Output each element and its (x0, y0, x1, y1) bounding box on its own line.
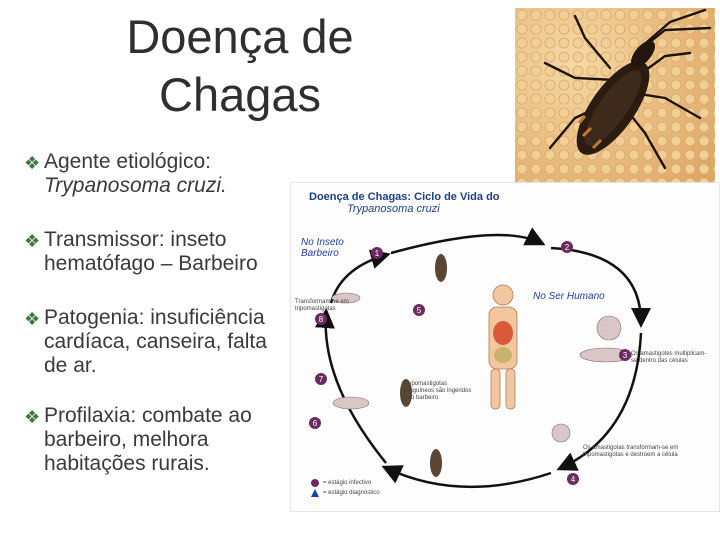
step-5: 5 (416, 306, 422, 315)
bullet-text (44, 150, 314, 198)
step-6: 6 (312, 419, 318, 428)
bullet-line: habitações rurais. (44, 452, 210, 475)
cycle-arrow (551, 248, 641, 323)
bullet-line: hematófago – Barbeiro (44, 252, 258, 275)
step-4: 4 (570, 475, 576, 484)
bullet-line: cardíaca, canseira, falta (44, 330, 267, 353)
bullet-text (44, 228, 314, 276)
insect-host-label: No Inseto Barbeiro (301, 237, 344, 259)
step-2: 2 (564, 243, 570, 252)
bullet-line: Agente etiológico: (44, 150, 211, 173)
cell-sketches (332, 293, 632, 442)
legend-diagnostic-icon (311, 489, 319, 497)
step-7: 7 (318, 375, 324, 384)
step-8: 8 (318, 315, 324, 324)
title-line-2: Chagas (159, 68, 321, 121)
bug-sketches (400, 254, 447, 477)
cycle-arrow (326, 313, 386, 463)
bullet-line: Patogenia: insuficiência (44, 306, 265, 329)
diagram-title: Doença de Chagas: Ciclo de Vida do (309, 191, 500, 203)
bullet-text (44, 306, 314, 378)
bullet-line: de ar. (44, 354, 97, 377)
step-1: 1 (374, 249, 380, 258)
legend-infective: = estágio infectivo (323, 480, 372, 486)
bullet-line: barbeiro, melhora (44, 428, 209, 451)
cycle-arrow (391, 235, 541, 253)
bullet-line: Profilaxia: combate ao (44, 404, 252, 427)
legend-infective-icon (311, 479, 319, 487)
insect-illustration (515, 8, 715, 186)
diamond-bullet-icon: ❖ (24, 309, 41, 329)
left-caption: Transformam-se em tripomastigotas (295, 299, 349, 312)
diamond-bullet-icon: ❖ (24, 407, 41, 427)
diamond-bullet-icon: ❖ (24, 153, 41, 173)
center-caption: Trypomastigotas sanguíneos são ingeridos pelo barbeiro (403, 381, 472, 401)
legend-diagnostic: = estágio diagnóstico (323, 490, 380, 496)
human-figure (489, 285, 517, 409)
cycle-graphic (291, 183, 719, 511)
barbeiro-photo (515, 8, 715, 186)
bullet-line: Transmissor: inseto (44, 228, 227, 251)
diamond-bullet-icon: ❖ (24, 231, 41, 251)
title-line-1: Doença de (126, 10, 354, 63)
diagram-subtitle: Trypanosoma cruzi (347, 203, 440, 215)
human-host-label: No Ser Humano (533, 291, 605, 302)
step-3: 3 (622, 351, 628, 360)
right-caption: Os amastigotes multiplicam-se dentro das células (631, 351, 707, 364)
bullet-line-italic: Trypanosoma cruzi. (44, 174, 227, 197)
slide-title (70, 8, 410, 124)
step-numbers (313, 243, 628, 484)
bullet-text (44, 404, 314, 476)
life-cycle-diagram (290, 182, 720, 512)
bottom-caption: Os amastigotas transformam-se em tripomastigotas e destroem a célula (583, 445, 679, 458)
